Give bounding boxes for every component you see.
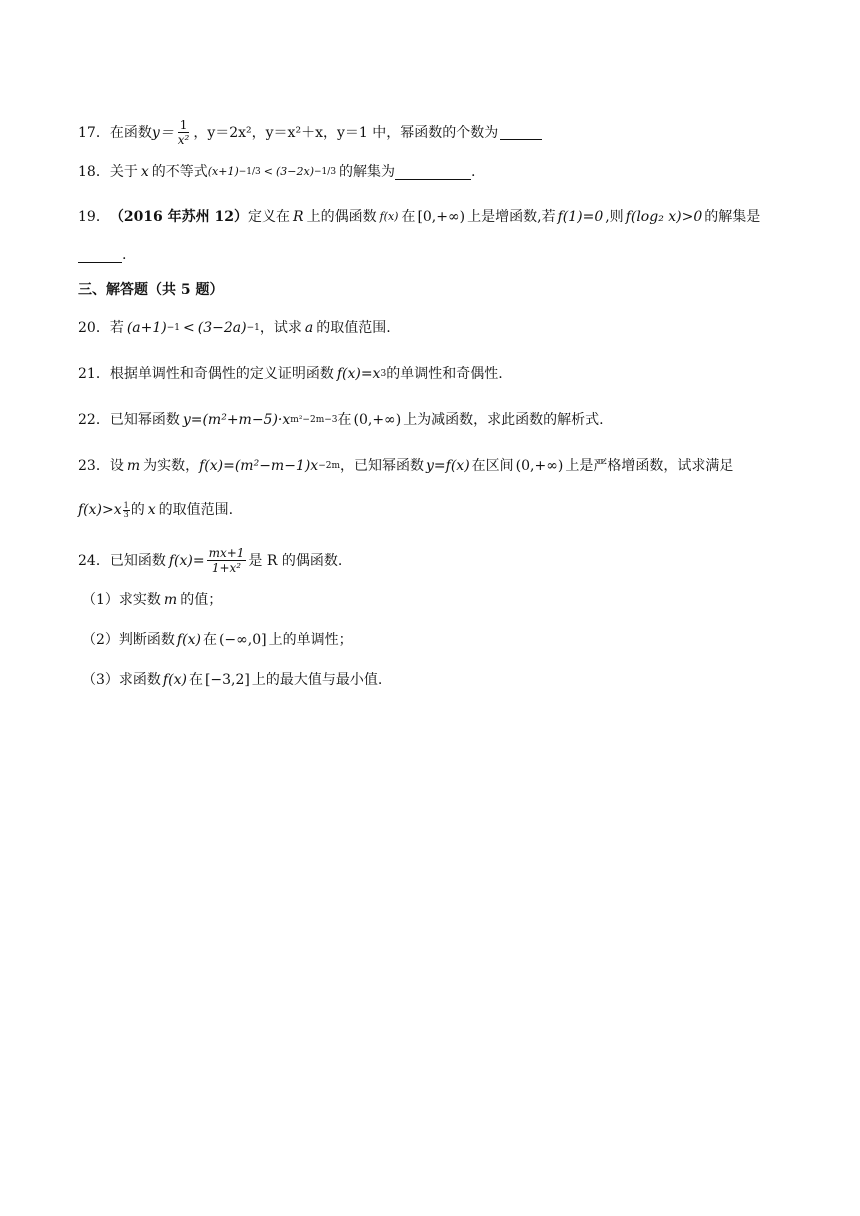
formula: f(x)=(m²−m−1)x — [199, 458, 319, 474]
question-number: 24． — [78, 552, 110, 569]
formula: f(x) — [162, 672, 187, 688]
variable: x — [147, 502, 156, 518]
period: . — [122, 247, 127, 263]
fraction-numerator: 1 — [123, 500, 129, 510]
section-title: 三、解答题（共 5 题） — [78, 282, 224, 298]
interval: [0,+∞) — [417, 209, 466, 225]
interval: (0,+∞) — [515, 458, 564, 474]
fraction — [176, 118, 192, 147]
part-text: （2）判断函数 — [82, 632, 175, 648]
formula: f(log₂ x)>0 — [625, 209, 703, 225]
question-24 — [78, 546, 342, 575]
question-24-part-2 — [82, 630, 353, 650]
question-text: 已知幂函数 — [109, 412, 180, 428]
part-text: 在 — [202, 632, 217, 648]
formula: f(1)=0 — [557, 209, 604, 225]
answer-blank[interactable] — [78, 248, 122, 263]
question-text: 在 — [401, 209, 416, 225]
question-24-part-3 — [82, 670, 382, 690]
less-than: < — [263, 165, 273, 178]
variable: m — [163, 592, 178, 608]
less-than: < — [183, 320, 195, 336]
question-text: 的不等式 — [151, 164, 208, 180]
question-21: 21． 根据单调性和奇偶性的定义证明函数 f(x)=x 3 的单调性和奇偶性. — [78, 366, 503, 382]
question-23: 23． 设 m 为实数， f(x)=(m²−m−1)x −2m ，已知幂函数 y=f(x) 在区间 (0,+∞) 上是严格增函数，试求满足 — [78, 458, 734, 474]
question-text: 关于 — [109, 164, 138, 180]
question-19 — [78, 207, 760, 227]
formula: f(x)=x — [336, 366, 381, 382]
question-text: 在区间 — [471, 458, 514, 474]
question-text: 已知函数 — [109, 552, 166, 569]
period: . — [471, 164, 476, 180]
question-text: 上为减函数，求此函数的解析式. — [403, 412, 604, 428]
question-17 — [78, 118, 542, 147]
question-text: ,则 — [605, 209, 624, 225]
exponent-fraction — [123, 502, 130, 519]
question-text: 在 — [337, 412, 352, 428]
formula-lhs: (x+1) — [207, 165, 239, 178]
formula: y=f(x) — [426, 458, 470, 474]
formula-rhs: (3−2x) — [276, 165, 315, 178]
part-text: （1）求实数 — [82, 592, 161, 608]
fraction-denominator: x² — [177, 133, 190, 147]
question-number: 20． — [78, 320, 110, 336]
question-text: 的解集为 — [339, 164, 396, 180]
formula: f(x)>x — [78, 502, 122, 518]
question-text: 根据单调性和奇偶性的定义证明函数 — [109, 366, 334, 382]
question-text: 的取值范围. — [158, 502, 234, 518]
question-22: 22． 已知幂函数 y=(m²+m−5)·x m²−2m−3 在 (0,+∞) 上为减函数，求此函数的解析式. — [78, 412, 604, 428]
question-text: 是 R 的偶函数. — [248, 552, 343, 569]
question-text: 若 — [109, 320, 124, 336]
question-20: 20． 若 (a+1) −1 < (3−2a) −1 ，试求 a 的取值范围. — [78, 320, 391, 336]
question-text: 定义在 — [248, 209, 291, 225]
question-text: 的单调性和奇偶性. — [386, 366, 503, 382]
fraction-denominator: 1+x² — [211, 561, 242, 575]
fraction — [207, 546, 247, 575]
question-text: 的 — [130, 502, 145, 518]
interval: (−∞,0] — [218, 632, 267, 648]
question-number: 21． — [78, 366, 110, 382]
variable: m — [126, 458, 141, 474]
question-source: （2016 年苏州 12） — [109, 209, 249, 225]
variable: R — [293, 209, 304, 225]
question-text: 上是增函数,若 — [467, 209, 556, 225]
question-text: 的解集是 — [704, 209, 761, 225]
question-text: 设 — [109, 458, 124, 474]
question-text: 在函数 — [109, 124, 152, 141]
question-text: ，试求 — [259, 320, 302, 336]
formula: f(x) — [379, 210, 399, 223]
part-text: （3）求函数 — [82, 672, 161, 688]
question-text: 上的偶函数 — [306, 209, 377, 225]
question-number: 17． — [78, 124, 110, 141]
question-number: 19． — [78, 209, 110, 225]
question-24-part-1 — [82, 590, 222, 610]
interval: (0,+∞) — [353, 412, 402, 428]
part-text: 的值； — [180, 592, 223, 608]
fraction-numerator: 1 — [179, 118, 188, 132]
formula-rhs: (3−2a) — [197, 320, 247, 336]
question-18: 18． 关于 x 的不等式 (x+1) −1/3 < (3−2x) −1/3 的解集为 . — [78, 164, 476, 180]
part-text: 上的最大值与最小值. — [251, 672, 383, 688]
question-19-continued — [78, 245, 126, 265]
variable: x — [140, 164, 149, 180]
formula: f(x) — [176, 632, 201, 648]
fraction-numerator: mx+1 — [208, 546, 245, 560]
answer-blank[interactable] — [395, 165, 471, 180]
question-number: 22． — [78, 412, 110, 428]
formula-lhs: (a+1) — [126, 320, 167, 336]
answer-blank[interactable] — [500, 125, 542, 140]
question-text: 为实数， — [143, 458, 200, 474]
question-text: ，已知幂函数 — [340, 458, 425, 474]
question-text: ，y＝2x²，y＝x²＋x，y＝1 中，幂函数的个数为 — [193, 124, 499, 141]
question-23-continued — [78, 500, 233, 520]
variable: a — [304, 320, 314, 336]
question-number: 23． — [78, 458, 110, 474]
interval: [−3,2] — [204, 672, 250, 688]
part-text: 在 — [188, 672, 203, 688]
formula: y=(m²+m−5)·x — [182, 412, 291, 428]
formula: f(x)= — [168, 552, 205, 569]
fraction-denominator: 3 — [123, 509, 129, 519]
question-number: 18． — [78, 164, 110, 180]
part-text: 上的单调性； — [268, 632, 353, 648]
question-text: 的取值范围. — [316, 320, 391, 336]
formula-lhs: y＝ — [151, 124, 174, 141]
question-text: 上是严格增函数，试求满足 — [565, 458, 734, 474]
